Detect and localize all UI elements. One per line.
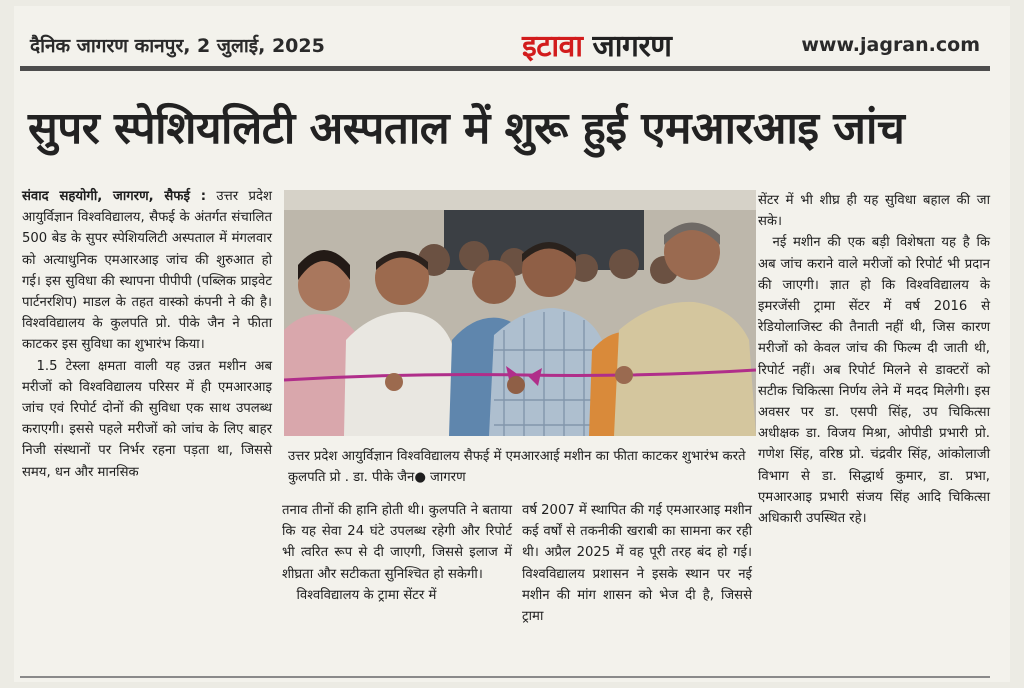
- paragraph: [22, 186, 272, 356]
- paragraph: 1.5 टेस्ला क्षमता वाली यह उन्नत मशीन अब मरीजों को विश्वविद्यालय परिसर में ही एमआरआइ जांच एवं रिपोर्ट दोनों की सुविधा एक साथ उपलब्ध कराएगी। इससे पहले मरीजों को जांच के लिए बाहर निजी संस्थानों पर निर्भर रहना पड़ता था, जिससे समय, धन और मानसिक: [22, 358, 272, 480]
- edition-title-black: जागरण: [592, 29, 672, 64]
- byline: संवाद सहयोगी, जागरण, सैफई :: [22, 189, 207, 204]
- masthead: [20, 28, 988, 62]
- column-4: [758, 190, 990, 529]
- paragraph: सेंटर में भी शीघ्र ही यह सुविधा बहाल की जा सके।: [758, 193, 990, 230]
- paragraph: विश्वविद्यालय के ट्रामा सेंटर में: [296, 587, 437, 603]
- column-2: [282, 500, 512, 606]
- news-photo: [284, 190, 756, 436]
- edition-title: [522, 24, 671, 65]
- website-url: www.jagran.com: [801, 34, 980, 56]
- inauguration-photo-illustration: [284, 190, 756, 436]
- paragraph-text: उत्तर प्रदेश आयुर्विज्ञान विश्वविद्यालय, सैफई के अंतर्गत संचालित 500 बेड के सुपर स्पेशियलिटी अस्पताल में मंगलवार को अत्याधुनिक एमआरआइ जांच की शुरुआत हो गई। इस सुविधा की स्थापना पीपीपी (पब्लिक प्राइवेट पार्टनरशिप) माडल के तहत वास्को कंपनी ने की है। विश्वविद्यालय के कुलपति प्रो. पीके जैन ने फीता काटकर इस सुविधा का शुभारंभ किया।: [22, 189, 272, 353]
- paragraph: वर्ष 2007 में स्थापित की गई एमआरआइ मशीन कई वर्षों से तकनीकी खराबी का सामना कर रही थी। अप्रैल 2025 में वह पूरी तरह बंद हो गई। विश्वविद्यालय प्रशासन ने इसके स्थान पर नई मशीन की मांग शासन को भेज दी है, जिससे ट्रामा: [522, 503, 752, 625]
- bottom-rule: [20, 676, 990, 678]
- edition-title-red: इटावा: [522, 29, 583, 64]
- masthead-rule: [20, 66, 990, 71]
- headline: सुपर स्पेशियलिटी अस्पताल में शुरू हुई एमआरआइ जांच: [28, 103, 905, 154]
- dateline: दैनिक जागरण कानपुर, 2 जुलाई, 2025: [30, 35, 325, 57]
- paragraph: तनाव तीनों की हानि होती थी। कुलपति ने बताया कि यह सेवा 24 घंटे उपलब्ध रहेगी और रिपोर्ट भी त्वरित रूप से दी जाएगी, जिससे इलाज में शीघ्रता और सटीकता सुनिश्चित हो सकेगी।: [282, 503, 512, 582]
- column-1: [22, 186, 272, 483]
- column-3: [522, 500, 752, 627]
- photo-caption: उत्तर प्रदेश आयुर्विज्ञान विश्वविद्यालय सैफई में एमआरआई मशीन का फीता काटकर शुभारंभ करते कुलपति प्रो . डा. पीके जैन● जागरण: [288, 449, 746, 485]
- paragraph: नई मशीन की एक बड़ी विशेषता यह है कि अब जांच कराने वाले मरीजों को रिपोर्ट भी प्रदान की जाएगी। ज्ञात हो कि विश्वविद्यालय के इमरजेंसी ट्रामा सेंटर में वर्ष 2016 से रेडियोलाजिस्ट की तैनाती नहीं थी, जिस कारण मरीजों को केवल जांच की फिल्म दी जाती थी, रिपोर्ट नहीं। अब रिपोर्ट मिलने से डाक्टरों को सटीक चिकित्सा निर्णय लेने में मदद मिलेगी। इस अवसर पर डा. एसपी सिंह, उप चिकित्सा अधीक्षक डा. विजय मिश्रा, ओपीडी प्रभारी प्रो. गणेश सिंह, वरिष्ठ प्रो. चंद्रवीर सिंह, आंकोलाजी विभाग से डा. सिद्धार्थ कुमार, डा. प्रभा, एमआरआइ प्रभारी संजय सिंह आदि चिकित्सा अधिकारी उपस्थित रहे।: [758, 235, 990, 527]
